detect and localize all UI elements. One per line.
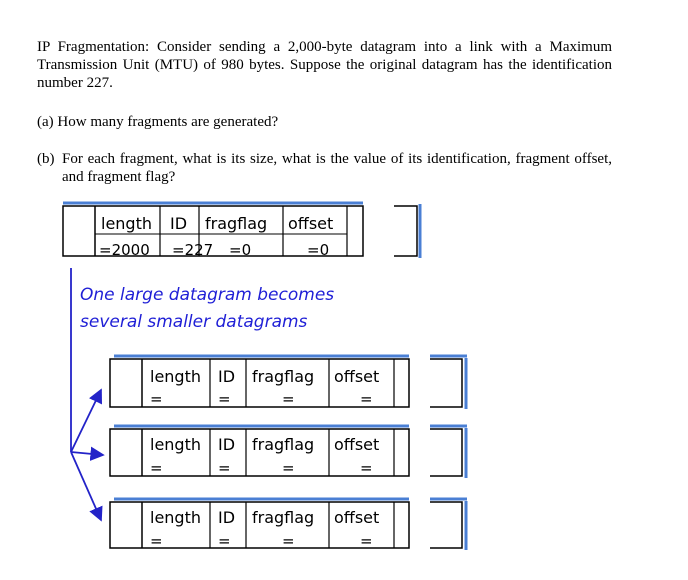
frag3-value-length: =: [150, 532, 163, 550]
frag1-header-fragflag: fragflag: [252, 367, 315, 386]
frag1-value-offset: =: [360, 390, 373, 408]
question-part-b-label: (b): [37, 151, 55, 167]
frag2-value-offset: =: [360, 459, 373, 477]
frag2-header-length: length: [150, 435, 201, 454]
question-part-b: For each fragment, what is its size, what is the value of its identification, fragment offset, and fragment flag?: [62, 151, 612, 185]
frag1-header-offset: offset: [334, 367, 380, 386]
frag1-value-length: =: [150, 390, 163, 408]
frag3-header-fragflag: fragflag: [252, 508, 315, 527]
fragment-1: [110, 356, 467, 409]
frag2-value-id: =: [218, 459, 231, 477]
question-part-a: (a) How many fragments are generated?: [37, 114, 279, 130]
orig-value-offset: =0: [307, 241, 330, 259]
orig-value-id: =227: [172, 241, 214, 259]
frag1-value-fragflag: =: [282, 390, 295, 408]
frag3-header-id: ID: [218, 508, 236, 527]
question-intro: IP Fragmentation: Consider sending a 2,000-byte datagram into a link with a Maximum Transmission Unit (MTU) of 980 bytes. Suppose the original datagram has the identification number 227.: [37, 39, 612, 91]
fragment-3: [110, 499, 467, 550]
orig-header-length: length: [101, 214, 152, 233]
frag3-header-offset: offset: [334, 508, 380, 527]
frag2-header-fragflag: fragflag: [252, 435, 315, 454]
frag1-header-length: length: [150, 367, 201, 386]
frag1-value-id: =: [218, 390, 231, 408]
frag2-value-fragflag: =: [282, 459, 295, 477]
frag1-header-id: ID: [218, 367, 236, 386]
frag3-header-length: length: [150, 508, 201, 527]
orig-header-offset: offset: [288, 214, 334, 233]
orig-header-fragflag: fragflag: [205, 214, 268, 233]
caption-line-2: several smaller datagrams: [80, 312, 308, 332]
frag2-header-id: ID: [218, 435, 236, 454]
orig-value-length: =2000: [99, 241, 150, 259]
original-datagram: [63, 203, 420, 259]
frag3-value-offset: =: [360, 532, 373, 550]
fragment-2: [110, 426, 467, 478]
orig-header-id: ID: [170, 214, 188, 233]
frag2-header-offset: offset: [334, 435, 380, 454]
frag3-value-id: =: [218, 532, 231, 550]
frag3-value-fragflag: =: [282, 532, 295, 550]
split-arrows: [71, 268, 103, 520]
frag2-value-length: =: [150, 459, 163, 477]
caption-line-1: One large datagram becomes: [80, 285, 335, 305]
orig-value-fragflag: =0: [229, 241, 252, 259]
